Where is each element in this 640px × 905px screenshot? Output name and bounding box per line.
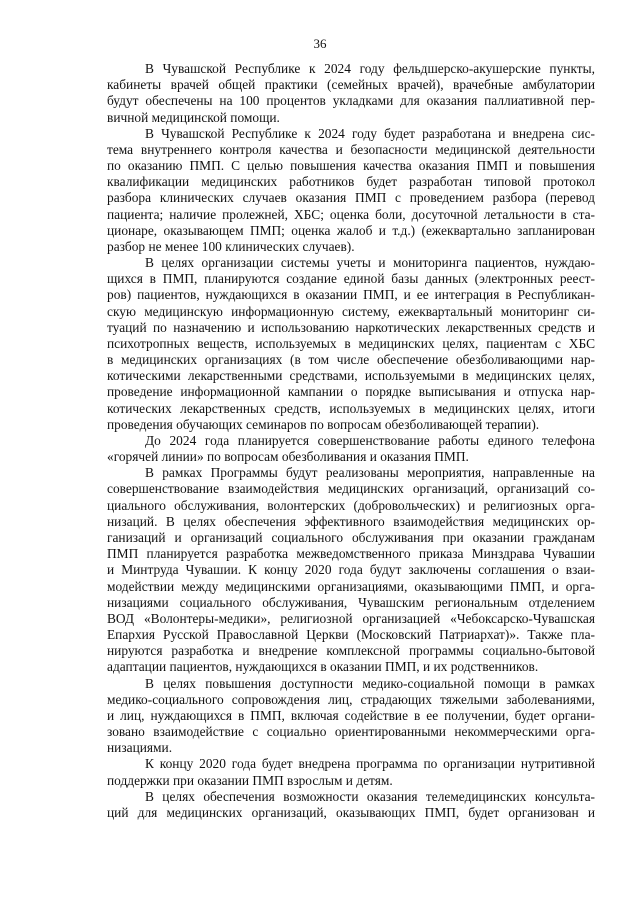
text-line: нируются разработка и внедрение комплексной программы социально-бытовой (107, 643, 595, 659)
text-line: До 2024 года планируется совершенствование работы единого телефона (145, 432, 595, 448)
text-line: квалификации медицинских работников будет разработан типовой протокол (107, 174, 595, 190)
text-line: проведение информационной кампании о порядке выписывания и отпуска нар- (107, 384, 595, 400)
text-line: «горячей линии» по вопросам обезболивания и оказания ПМП. (107, 449, 469, 465)
text-line: разбора клинических случаев оказания ПМП с проведением разбора (перевод (107, 190, 595, 206)
text-line: низациями социального обслуживания, Чувашским региональным отделением (107, 594, 595, 610)
text-line: щихся в ПМП, планируются создание единой базы данных (электронных реест- (107, 271, 595, 287)
text-line: туаций по назначению и использованию наркотических лекарственных средств и (107, 319, 595, 335)
text-line: по оказанию ПМП. С целью повышения качества оказания ПМП и повышения (107, 158, 595, 174)
text-line: разбор не менее 100 клинических случаев). (107, 238, 355, 254)
text-line: Епархия Русской Православной Церкви (Московский Патриархат)». Также пла- (107, 627, 595, 643)
text-line: В Чувашской Республике к 2024 году будет разработана и внедрена сис- (145, 125, 595, 141)
text-line: ций для медицинских организаций, оказывающих ПМП, будет организован и (107, 804, 595, 820)
text-line: В рамках Программы будут реализованы мероприятия, направленные на (145, 465, 595, 481)
text-line: вичной медицинской помощи. (107, 109, 280, 125)
page-number: 36 (313, 36, 327, 51)
text-line: ционаре, оказывающем ПМП; оценка жалоб и т.д.) (ежеквартально запланирован (107, 222, 595, 238)
text-line: тема внутреннего контроля качества и безопасности медицинской деятельности (107, 141, 595, 157)
text-line: ПМП планируется разработка межведомственного приказа Минздрава Чувашии (107, 546, 595, 562)
text-line: низаций. В целях обеспечения эффективного взаимодействия медицинских ор- (107, 513, 595, 529)
text-line: низациями. (107, 740, 173, 756)
text-line: циального обслуживания, волонтерских (добровольческих) и религиозных орга- (107, 497, 595, 513)
text-line: адаптации пациентов, нуждающихся в оказании ПМП, и их родственников. (107, 659, 539, 675)
text-line: котических лекарственных средств, используемых в медицинских целях, итоги (107, 400, 595, 416)
text-line: В Чувашской Республике к 2024 году фельдшерско-акушерские пункты, (145, 61, 595, 76)
text-line: и Минтруда Чувашии. К концу 2020 года будут заключены соглашения о взаи- (107, 562, 595, 578)
text-line: будут обеспечены на 100 процентов укладками для оказания паллиативной пер- (107, 93, 595, 109)
text-line: пациента; наличие пролежней, ХБС; оценка боли, досуточной летальности в ста- (107, 206, 595, 222)
text-line: ров) пациентов, нуждающихся в оказании ПМП, и ее интеграция в Республикан- (107, 287, 595, 303)
text-line: В целях обеспечения возможности оказания телемедицинских консульта- (145, 788, 595, 804)
text-line: модействии между медицинскими организациями, оказывающими ПМП, и орга- (107, 578, 595, 594)
text-line: ганизаций и организаций социального обслуживания при оказании гражданам (107, 529, 595, 545)
text-line: психотропных веществ, используемых в медицинских целях, пациентам с ХБС (107, 335, 595, 351)
text-line: и лиц, нуждающихся в ПМП, включая содействие в ее получении, будет органи- (107, 707, 595, 723)
text-line: В целях организации системы учеты и мониторинга пациентов, нуждаю- (145, 255, 595, 271)
text-line: ВОД «Волонтеры-медики», религиозной организацией «Чебоксарско-Чувашская (107, 610, 595, 626)
body-text (107, 61, 595, 821)
text-line: совершенствование взаимодействия медицинских организаций, организаций со- (107, 481, 595, 497)
text-line: зовано взаимодействие с социально ориентированными некоммерческими орга- (107, 724, 595, 740)
text-line: кабинеты врачей общей практики (семейных врачей), врачебные амбулатории (107, 77, 595, 93)
text-line: в медицинских организациях (в том числе обеспечение обезболивающими нар- (107, 352, 595, 368)
text-line: скую медицинскую информационную систему, ежеквартальный мониторинг си- (107, 303, 595, 319)
text-line: К концу 2020 года будет внедрена программа по организации нутритивной (145, 756, 595, 772)
text-line: поддержки при оказании ПМП взрослым и детям. (107, 772, 393, 788)
text-line: медико-социального сопровождения лиц, страдающих тяжелыми заболеваниями, (107, 691, 595, 707)
text-line: В целях повышения доступности медико-социальной помощи в рамках (145, 675, 595, 691)
text-line: проведения обучающих семинаров по вопросам обезболивающей терапии). (107, 416, 540, 432)
text-line: котическими лекарственными средствами, используемыми в медицинских целях, (107, 368, 595, 384)
